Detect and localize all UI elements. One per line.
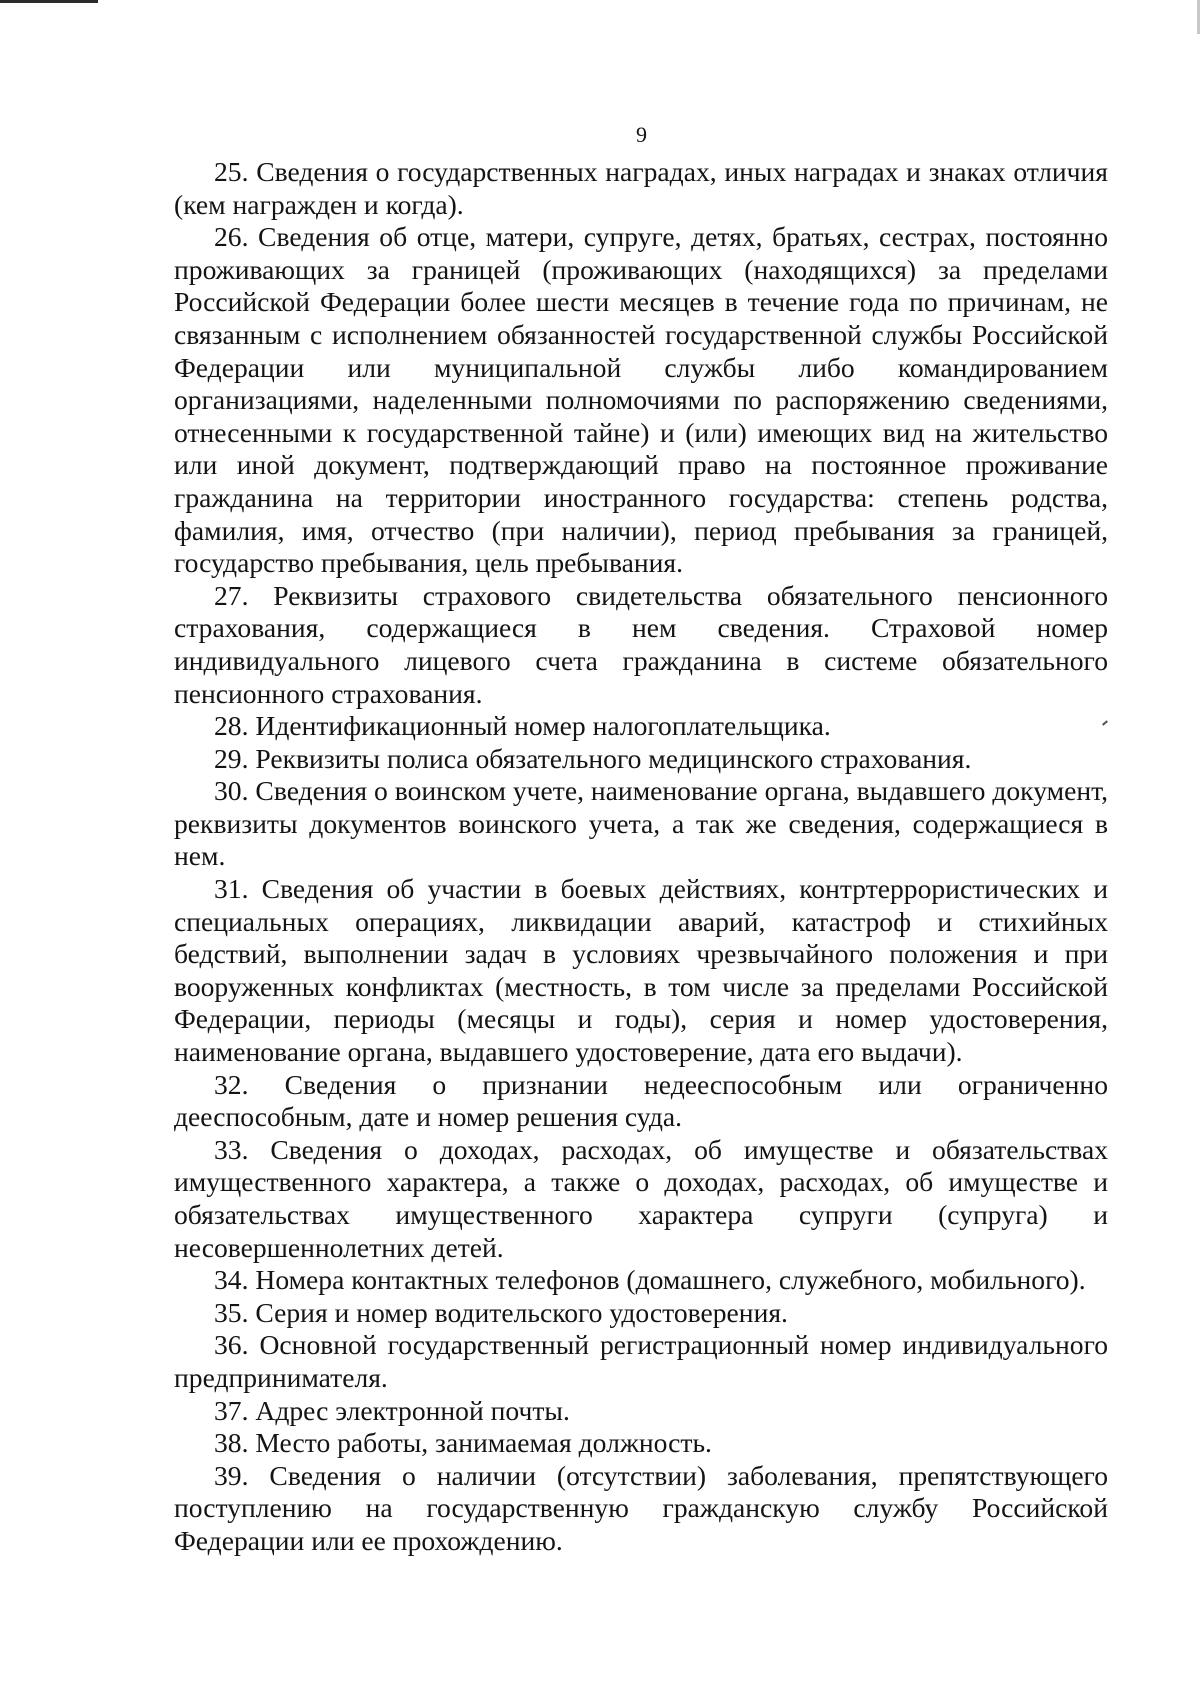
paragraph-36: 36. Основной государственный регистрационный номер индивидуального предпринимателя.: [174, 1329, 1108, 1393]
paragraph-33: 33. Сведения о доходах, расходах, об имуществе и обязательствах имущественного характера, а также о доходах, расходах, об имуществе и обязательствах имущественного характера супруги (супруга) и несовершеннолетних детей.: [174, 1133, 1108, 1263]
paragraph-28: 28. Идентификационный номер налогоплательщика.: [214, 710, 831, 742]
paragraph-27: 27. Реквизиты страхового свидетельства обязательного пенсионного страхования, содержащиеся в нем сведения. Страховой номер индивидуального лицевого счета гражданина в системе обязательного пенсионного страхования.: [174, 579, 1108, 709]
paragraph-37: 37. Адрес электронной почты.: [214, 1394, 570, 1426]
page-number: 9: [636, 122, 647, 147]
paragraph-39: 39. Сведения о наличии (отсутствии) заболевания, препятствующего поступлению на государственную гражданскую службу Российской Федерации или ее прохождению.: [174, 1459, 1108, 1556]
scan-edge-mark: [0, 0, 98, 3]
paragraph-29: 29. Реквизиты полиса обязательного медицинского страхования.: [214, 742, 972, 774]
paragraph-25: 25. Сведения о государственных наградах, иных наградах и знаках отличия (кем награжден и когда).: [174, 156, 1108, 220]
paragraph-34: 34. Номера контактных телефонов (домашнего, служебного, мобильного).: [214, 1264, 1086, 1296]
paragraph-31: 31. Сведения об участии в боевых действиях, контртеррористических и специальных операциях, ликвидации аварий, катастроф и стихийных бедствий, выполнении задач в условиях чрезвычайного положения и при вооруженных конфликтах (местность, в том числе за пределами Российской Федерации, периоды (месяцы и годы), серия и номер удостоверения, наименование органа, выдавшего удостоверение, дата его выдачи).: [174, 873, 1108, 1068]
paragraph-38: 38. Место работы, занимаемая должность.: [214, 1427, 712, 1459]
paragraph-35: 35. Серия и номер водительского удостоверения.: [214, 1296, 788, 1328]
document-body: [174, 156, 1108, 1558]
paragraph-32: 32. Сведения о признании недееспособным или ограниченно дееспособным, дате и номер решения суда.: [174, 1068, 1108, 1133]
paragraph-30: 30. Сведения о воинском учете, наименование органа, выдавшего документ, реквизиты документов воинского учета, а так же сведения, содержащиеся в нем.: [174, 775, 1108, 872]
paragraph-26: 26. Сведения об отце, матери, супруге, детях, братьях, сестрах, постоянно проживающих за границей (проживающих (находящихся) за пределами Российской Федерации более шести месяцев в течение года по причинам, не связанным с исполнением обязанностей государственной службы Российской Федерации или муниципальной службы либо командированием организациями, наделенными полномочиями по распоряжению сведениями, отнесенными к государственной тайне) и (или) имеющих вид на жительство или иной документ, подтверждающий право на постоянное проживание гражданина на территории иностранного государства: степень родства, фамилия, имя, отчество (при наличии), период пребывания за границей, государство пребывания, цель пребывания.: [174, 221, 1108, 579]
